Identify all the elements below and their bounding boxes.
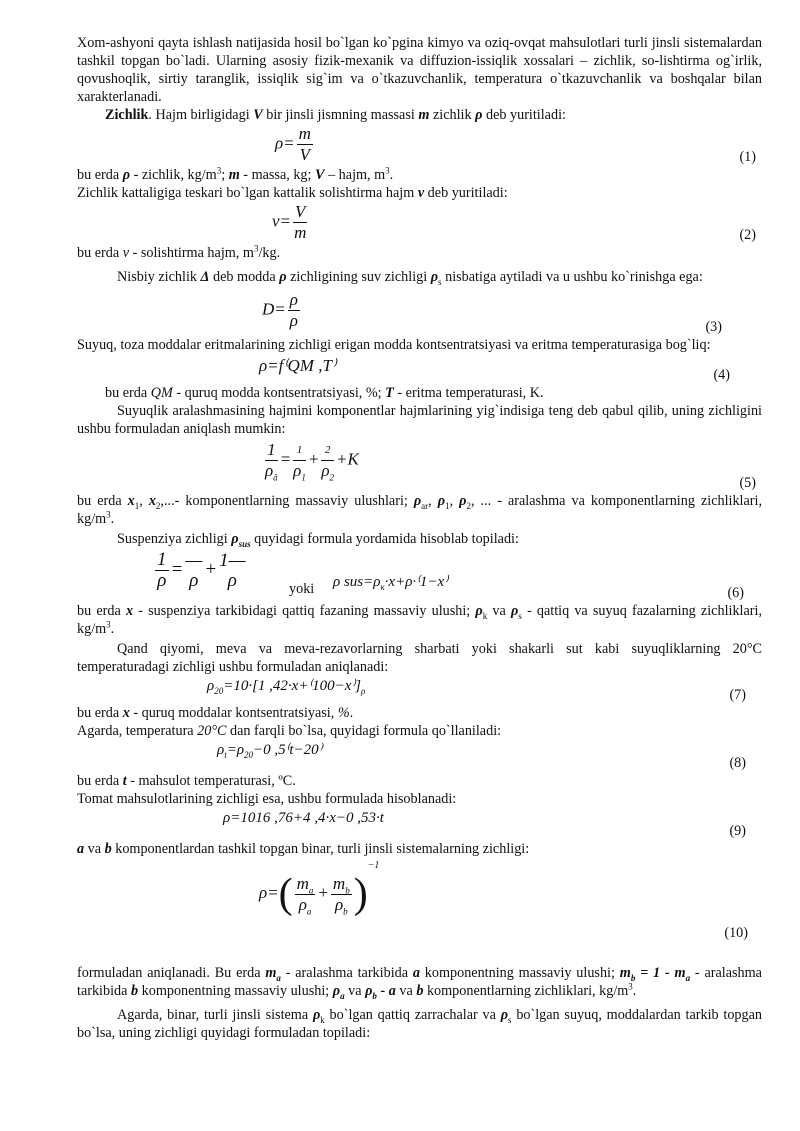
- equation-number: (6): [727, 585, 744, 601]
- equation-6: $\frac{1}{\rho}$ = — ρ + 1— ρ yoki ρ $sus=\rho_к\cdot x+\rho\cdot^(1-x^)$ (6): [157, 549, 744, 601]
- specific-volume-text: Zichlik kattaligiga teskari bo`lgan kattalik solishtirma hajm v deb yuritiladi:: [77, 185, 508, 201]
- where-4: bu erda QM - quruq modda kontsentratsiyasi, %; T - eritma temperaturasi, K.: [105, 385, 544, 401]
- intro-paragraph: Xom-ashyoni qayta ishlash natijasida hosil bo`lgan ko`pgina kimyo va oziq-ovqat mahsulotlari turli jinsli sistemalardan tashkil topgan bo`ladi. Ularning asosiy fizik-mexanik va diffuzion-issiqlik xossalari – zichlik, so-lishtirma og`irlik, qovushoqlik, sirtiy taranglik, issiqlik sig`im va o`tkazuvchanlik, temperatura o`tkazuvchanlik va boshqalar bilan xarakterlanadi.: [77, 35, 762, 105]
- equation-number: (4): [713, 367, 730, 383]
- density-heading: Zichlik: [105, 107, 149, 123]
- equation-2: v= $\frac{V}{m}$ (2): [272, 202, 756, 243]
- tomato-text: Tomat mahsulotlarining zichligi esa, ushbu formulada hisoblanadi:: [77, 791, 457, 807]
- equation-number: (9): [729, 823, 746, 839]
- equation-9: ρ=1016 ,76+4 ,4·x−0 ,53·t (9): [223, 810, 746, 839]
- equation-number: (7): [729, 687, 746, 703]
- suspension-text: Suspenziya zichligi $\rho_{sus}$ quyidagi formula yordamida hisoblab topiladi:: [117, 531, 519, 549]
- mixture-text: Suyuqlik aralashmasining hajmini komponentlar hajmlarining yig`indisiga teng deb qabul qilib, uning zichligini ushbu formuladan aniqlash mumkin:: [77, 403, 762, 437]
- equation-number: (5): [739, 475, 756, 491]
- where-10: formuladan aniqlanadi. Bu erda $m_a$ - aralashma tarkibida a komponentning massaviy ulushi; $m_b = 1 - m_a$ - aralashma tarkibida b komponentning massaviy ulushi; $\rho_a$ va $\rho_b$ - a va b komponentlarning zichliklari, $kg/m^3$.: [77, 965, 762, 1001]
- where-1: bu erda ρ - zichlik, $kg/m^3$; m - massa, kg; V – hajm, $m^3$.: [77, 165, 394, 183]
- density-definition: Zichlik. Hajm birligidagi V bir jinsli jismning massasi m zichlik ρ deb yuritiladi:: [105, 107, 566, 123]
- equation-7: $\rho_{20}=10\cdot[1$ $,42\cdot x+^(100-x^)]_\rho$ (7): [207, 678, 746, 703]
- solutions-text: Suyuq, toza moddalar eritmalarining zichligi erigan modda kontsentratsiyasi va eritma temperaturasiga bog`liq:: [77, 337, 711, 353]
- or-word: yoki: [289, 581, 315, 597]
- where-2: bu erda v - solishtirma hajm, $m^3/kg$.: [77, 243, 281, 261]
- equation-number: (1): [739, 149, 756, 165]
- equation-number: (8): [729, 755, 746, 771]
- where-8: bu erda t - mahsulot temperaturasi, ºC.: [77, 773, 296, 789]
- equation-number: (2): [739, 227, 756, 243]
- equation-8: $\rho_t=\rho_{20}-0$ ,5⁽t−20⁾ (8): [217, 742, 746, 771]
- where-6: bu erda x - suspenziya tarkibidagi qattiq fazaning massaviy ulushi; $\rho_k$ va $\rho_s$ - qattiq va suyuq fazalarning zichliklari, $kg/m^3$.: [77, 603, 762, 637]
- final-text: Agarda, binar, turli jinsli sistema $\rho_k$ bo`lgan qattiq zarrachalar va $\rho_s$ bo`lgan suyuq, moddalardan tarkib topgan bo`lsa, uning zichligi quyidagi formuladan topiladi:: [77, 1007, 762, 1041]
- binary-text: a va b komponentlardan tashkil topgan binar, turli jinsli sistemalarning zichligi:: [77, 841, 530, 857]
- equation-5: $\frac{1}{\rho_ǎ}$ = $\frac{1}{\rho_1}$ + $\frac{2}{\rho_2}$ +K (5): [265, 440, 756, 491]
- equation-4: ρ=f⁽QM ,T⁾ (4): [259, 356, 730, 383]
- relative-density-text: Nisbiy zichlik Δ deb modda ρ zichligining suv zichligi $\rho_s$ nisbatiga aytiladi va u ushbu ko`rinishga ega:: [117, 269, 703, 287]
- where-7: bu erda x - quruq moddalar kontsentratsiyasi, %.: [77, 705, 354, 721]
- equation-3: D= $\frac{\rho}{\rho}$ (3): [262, 290, 722, 335]
- syrup-text: Qand qiyomi, meva va meva-rezavorlarning sharbati yoki shakarli sut kabi suyuqliklarning 20°C temperaturadagi zichligi ushbu formuladan aniqlanadi:: [77, 641, 762, 675]
- equation-number: (3): [705, 319, 722, 335]
- equation-10: ρ=( $\frac{m_a}{\rho_a}$ + $\frac{m_b}{\rho_b}$ )$^{-1}$ (10): [259, 860, 748, 941]
- temperature-text: Agarda, temperatura 20°C dan farqli bo`lsa, quyidagi formula qo`llaniladi:: [77, 723, 502, 739]
- equation-1: ρ= $\frac{m}{V}$ (1): [275, 124, 756, 165]
- equation-number: (10): [724, 925, 748, 941]
- where-5: bu erda $x_1$, $x_2,...-$ komponentlarning massaviy ulushlari; $\rho_{ar}$, $\rho_1$, $\rho_2$, ... - aralashma va komponentlarning zichliklari, $kg/m^3$.: [77, 493, 763, 527]
